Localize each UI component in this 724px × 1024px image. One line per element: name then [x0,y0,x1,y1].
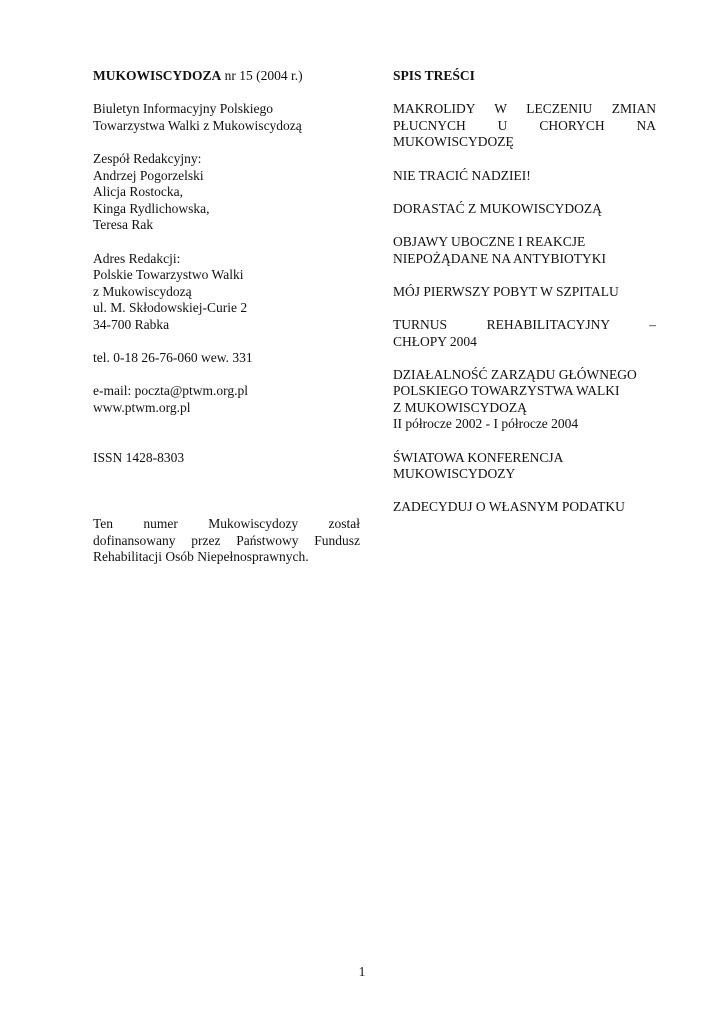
toc-list [393,101,656,516]
toc-entry-line: CHŁOPY 2004 [393,333,477,349]
subtitle-line: Biuletyn Informacyjny Polskiego [93,101,273,117]
toc-entry [393,234,656,267]
toc-entry [393,201,656,218]
issn-number: ISSN 1428-8303 [93,449,185,465]
toc-entry-line: MÓJ PIERWSZY POBYT W SZPITALU [393,283,619,299]
email-address: e-mail: poczta@ptwm.org.pl [93,383,249,399]
toc-heading: SPIS TREŚCI [393,68,475,83]
address-line: 34-700 Rabka [93,316,170,332]
toc-entry-line: Z MUKOWISCYDOZĄ [393,399,527,415]
editorial-team-heading: Zespół Redakcyjny: [93,150,202,166]
toc-entry-line: MAKROLIDY W LECZENIU ZMIAN [393,101,656,117]
editorial-team-member: Kinga Rydlichowska, [93,200,210,216]
editorial-team-member: Teresa Rak [93,217,154,233]
editorial-team-member: Andrzej Pogorzelski [93,167,204,183]
editorial-address [93,251,360,334]
toc-entry-line: DZIAŁALNOŚĆ ZARZĄDU GŁÓWNEGO [393,366,637,382]
online-contact [93,383,360,416]
address-line: Polskie Towarzystwo Walki [93,267,244,283]
funding-note-line: dofinansowany przez Państwowy Fundusz [93,532,360,548]
spacer [93,433,360,450]
subtitle-line: Towarzystwa Walki z Mukowiscydozą [93,117,302,133]
issn-block [93,450,360,467]
bulletin-subtitle [93,101,360,134]
toc-entry-line: ŚWIATOWA KONFERENCJA [393,449,564,465]
address-line: z Mukowiscydozą [93,283,192,299]
spacer [93,499,360,516]
toc-entry-line: II półrocze 2002 - I półrocze 2004 [393,416,579,432]
toc-entry-line: MUKOWISCYDOZY [393,466,516,482]
editorial-team-member: Alicja Rostocka, [93,184,183,200]
toc-entry [393,317,656,350]
spacer [93,483,360,500]
phone-block [93,350,360,367]
page-number: 1 [358,964,366,979]
funding-note-line: Rehabilitacji Osób Niepełnosprawnych. [93,549,309,565]
masthead-title-line [93,68,360,85]
toc-entry [393,168,656,185]
toc-entry-line: PŁUCNYCH U CHORYCH NA [393,117,656,133]
website-address: www.ptwm.org.pl [93,399,191,415]
journal-name: MUKOWISCYDOZA [93,68,222,83]
toc-entry-line: DORASTAĆ Z MUKOWISCYDOZĄ [393,200,602,216]
masthead [93,68,360,85]
toc-entry [393,499,656,516]
toc-entry-line: POLSKIEGO TOWARZYSTWA WALKI [393,383,620,399]
editorial-team [93,151,360,234]
toc-entry [393,450,656,483]
toc-entry-line: NIEPOŻĄDANE NA ANTYBIOTYKI [393,250,606,266]
address-line: ul. M. Skłodowskiej-Curie 2 [93,300,248,316]
funding-note-line: Ten numer Mukowiscydozy został [93,516,360,532]
toc-entry-line: OBJAWY UBOCZNE I REAKCJE [393,233,586,249]
toc-entry [393,367,656,433]
toc-entry [393,284,656,301]
left-column [93,68,360,582]
toc-entry-line: TURNUS REHABILITACYJNY – [393,316,656,332]
toc-entry-line: MUKOWISCYDOZĘ [393,134,514,150]
address-heading: Adres Redakcji: [93,250,181,266]
table-of-contents [393,68,656,533]
toc-heading-block [393,68,656,85]
toc-entry-line: ZADECYDUJ O WŁASNYM PODATKU [393,499,625,515]
toc-entry [393,101,656,151]
toc-entry-line: NIE TRACIĆ NADZIEI! [393,167,531,183]
funding-note [93,516,360,566]
phone-number: tel. 0-18 26-76-060 wew. 331 [93,350,253,366]
issue-number: nr 15 (2004 r.) [221,68,303,83]
